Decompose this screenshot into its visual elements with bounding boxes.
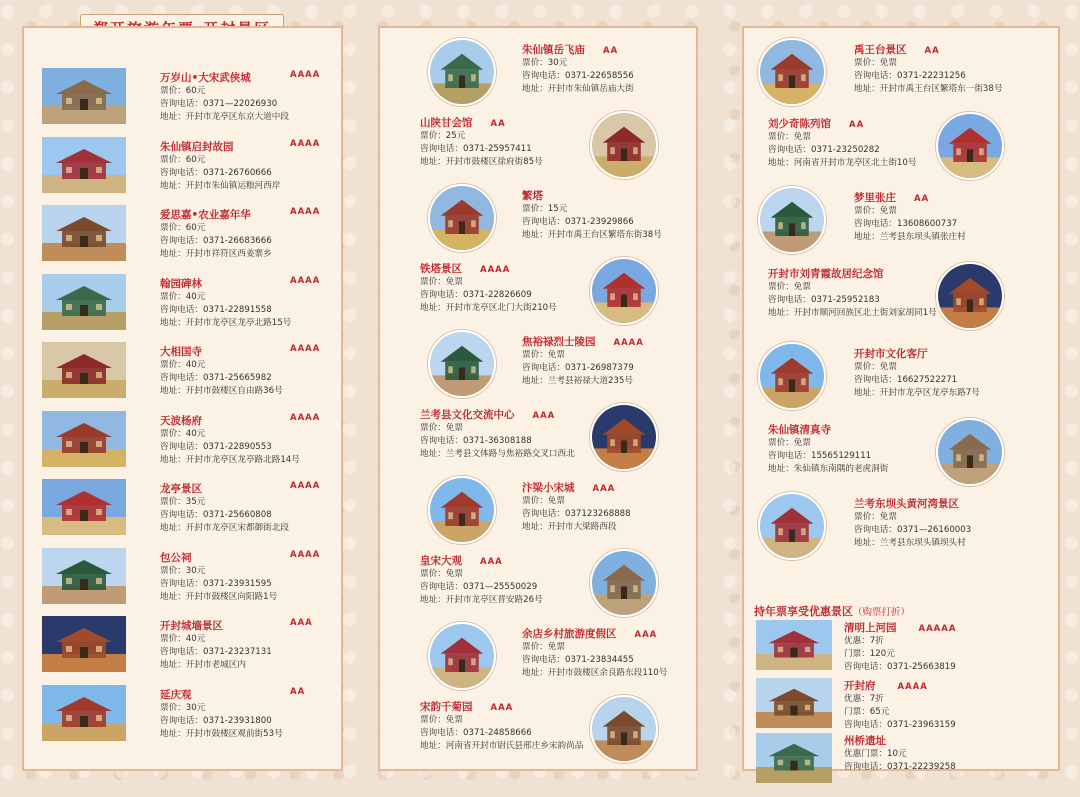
price-line: 票价：免票 [522,350,565,360]
attraction-photo [590,549,658,617]
phone-line: 咨询电话：0371-25660808 [160,510,272,520]
attraction-name: 万岁山•大宋武侠城 [160,72,251,84]
price-line: 票价：60元 [160,154,206,165]
attraction-name: 爱思嘉•农业嘉年华 [160,209,251,221]
grade-badge: AA [490,119,506,129]
attraction-photo [42,68,126,124]
attraction-name: 兰考东坝头黄河湾景区 [854,498,959,510]
attraction-photo [42,411,126,467]
attraction-photo [590,695,658,763]
address-line: 地址：兰考县裕禄大道235号 [522,376,633,386]
address-line: 地址：开封市龙亭区龙亭路北路14号 [160,454,300,465]
address-line: 地址：兰考县东坝头镇张庄村 [854,232,966,242]
attraction-name: 延庆观 [160,688,192,701]
price-line: 票价：25元 [420,131,466,141]
attraction-photo [428,622,496,690]
attraction-photo [758,342,826,410]
grade-badge: AAAA [290,344,321,354]
address-line: 地址：河南省开封市尉氏县邢庄乡宋韵尚品 [420,741,584,751]
phone-line: 咨询电话：0371—26160003 [854,525,972,535]
attraction-entry [24,616,345,680]
phone-line: 咨询电话：0371-23929866 [522,217,634,227]
attraction-name: 开封市文化客厅 [854,348,928,360]
address-line: 地址：开封市祥符区西姜寨乡 [160,249,272,259]
attraction-entry [380,401,700,473]
phone-line: 咨询电话：16627522271 [854,375,958,385]
attraction-entry [380,109,700,181]
price-line: 票价：40元 [160,428,206,439]
discount-line: 优惠：7折 [844,694,884,704]
attraction-entry [380,255,700,327]
phone-line: 咨询电话：0371-25952183 [768,295,880,305]
attraction-name: 山陕甘会馆 AA [420,117,506,129]
address-line: 地址：开封市龙亭区北门大街210号 [420,303,557,313]
phone-line: 咨询电话：0371-23931800 [160,715,272,726]
address-line: 地址：开封市鼓楼区观前街53号 [160,728,283,739]
address-line: 地址：开封市朱仙镇岳庙大街 [522,84,634,94]
price-line: 票价：免票 [420,277,463,287]
attraction-photo [42,685,126,741]
attraction-name: 开封市刘青霞故居纪念馆 [768,268,884,280]
price-line: 票价：30元 [160,702,206,713]
phone-line: 咨询电话：0371-22826609 [420,290,532,300]
price-line: 票价：免票 [768,132,811,142]
address-line: 地址：开封市大梁路西段 [522,522,617,532]
grade-badge: AAA [592,484,616,494]
attraction-name: 皇宋大观 AAA [420,555,503,567]
address-line: 地址：开封市龙亭区晋安路26号 [420,595,543,605]
attraction-entry [24,548,345,612]
phone-line: 咨询电话：0371-24858666 [420,728,532,738]
price-line: 票价：30元 [160,565,206,576]
price-line: 票价：免票 [854,58,897,68]
price-line: 票价：60元 [160,86,206,96]
grade-badge: AAAA [290,275,321,286]
attraction-photo [428,184,496,252]
attraction-name: 焦裕禄烈士陵园 AAAA [522,336,644,348]
attraction-name: 梦里张庄 AA [854,192,930,204]
phone-line: 咨询电话：0371-36308188 [420,436,532,446]
attraction-photo [42,548,126,604]
attraction-name: 翰园碑林 [160,277,202,290]
attraction-photo [756,733,832,783]
attraction-photo [428,330,496,398]
discount-title-text: 持年票享受优惠景区 [754,605,853,618]
attraction-entry [24,685,345,749]
phone-line: 咨询电话：0371-22658556 [522,71,634,81]
attraction-entry [744,416,1062,488]
attraction-entry [380,620,700,692]
grade-badge: AA [849,120,865,130]
attraction-photo [42,342,126,398]
grade-badge: AA [924,46,940,56]
price-line: 票价：30元 [522,58,568,68]
attraction-name: 朱仙镇启封故园 [160,140,234,153]
attraction-name: 开封城墙景区 [160,620,223,632]
grade-badge: AAAA [290,70,321,80]
phone-line: 咨询电话：0371-22231256 [854,71,966,81]
attraction-name: 州桥遗址 [844,735,886,747]
grade-badge: AAAA [897,682,928,692]
address-line: 地址：朱仙镇东南隅的老虎洞街 [768,464,889,474]
attraction-entry [744,260,1062,332]
address-line: 地址：兰考县东坝头镇坝头村 [854,538,966,548]
grade-badge: AAA [490,703,514,713]
grade-badge: AAAA [290,207,321,217]
phone-line: 咨询电话：0371-23931595 [160,578,272,589]
attraction-entry [744,110,1062,182]
grade-badge: AAA [480,557,503,567]
phone-line: 咨询电话：15565129111 [768,451,872,461]
price-line: 票价：免票 [420,715,463,725]
attraction-photo [42,274,126,330]
attraction-name: 汴梁小宋城 AAA [522,482,616,494]
discount-entry [744,678,1062,732]
attraction-name: 铁塔景区 AAAA [420,263,511,275]
attraction-name: 繁塔 [522,190,543,202]
attraction-photo [590,257,658,325]
attraction-entry [380,182,700,254]
panel-middle [378,26,698,771]
price-line: 票价：40元 [160,360,206,370]
attraction-name: 宋韵千菊园 AAA [420,701,514,713]
grade-badge: AA [290,686,306,697]
attraction-photo [936,418,1004,486]
price-line: 票价：40元 [160,291,206,302]
address-line: 地址：兰考县文体路与焦裕路交叉口西北 [420,449,575,459]
attraction-photo [756,620,832,670]
phone-line: 咨询电话：0371-26987379 [522,363,634,373]
attraction-name: 兰考县文化交流中心 AAA [420,409,556,421]
attraction-name: 大相国寺 [160,346,202,358]
attraction-entry [380,547,700,619]
attraction-photo [42,137,126,193]
attraction-photo [758,38,826,106]
attraction-entry [380,474,700,546]
attraction-photo [758,492,826,560]
panel-left [22,26,343,771]
phone-line: 咨询电话：0371-23834455 [522,655,634,665]
attraction-entry [24,205,345,269]
address-line: 地址：开封市禹王台区繁塔东一街38号 [854,84,1003,94]
phone-line: 咨询电话：0371-22891558 [160,304,272,315]
address-line: 地址：开封市顺河回族区北土街刘家胡同1号 [768,308,937,318]
address-line: 地址：开封市龙亭区宋都御街北段 [160,523,289,533]
price-line: 票价：免票 [854,512,897,522]
attraction-entry [380,693,700,765]
grade-badge: AAAA [480,265,511,275]
phone-line: 咨询电话：0371—25550029 [420,582,538,592]
address-line: 地址：开封市鼓楼区向阳路1号 [160,591,278,602]
grade-badge: AAA [290,618,313,628]
grade-badge: AAA [532,411,556,421]
phone-line: 咨询电话：0371—22026930 [160,99,278,109]
attraction-entry [24,274,345,338]
price-line: 票价：40元 [160,634,206,644]
attraction-photo [428,38,496,106]
attraction-photo [590,403,658,471]
attraction-photo [936,112,1004,180]
panel-right [742,26,1060,771]
price-line: 票价：免票 [522,642,565,652]
phone-line: 咨询电话：0371-23963159 [844,720,956,730]
attraction-photo [590,111,658,179]
attraction-entry [24,411,345,475]
attraction-photo [936,262,1004,330]
discount-entry [744,620,1062,674]
address-line: 地址：开封市禹王台区繁塔东街38号 [522,230,662,240]
price-line: 票价：免票 [854,206,897,216]
price-line: 票价：60元 [160,223,206,233]
grade-badge: AAAA [290,481,321,491]
address-line: 地址：开封市龙亭区龙亭北路15号 [160,317,292,328]
attraction-entry [380,36,700,108]
attraction-name: 刘少奇陈列馆 AA [768,118,865,130]
grade-badge: AAAA [290,549,321,560]
price-line: 票价：免票 [854,362,897,372]
attraction-entry [24,342,345,406]
attraction-name: 禹王台景区 AA [854,44,940,56]
attraction-name: 龙亭景区 [160,483,202,495]
attraction-photo [42,616,126,672]
phone-line: 咨询电话：0371-26683666 [160,236,272,246]
attraction-name: 包公祠 [160,551,192,564]
grade-badge: AAA [634,630,658,640]
discount-entry [744,733,1062,787]
attraction-photo [758,186,826,254]
phone-line: 咨询电话：0371-22239258 [844,762,956,772]
address-line: 地址：开封市鼓楼区徐府街85号 [420,157,543,167]
attraction-entry [24,68,345,132]
attraction-name: 开封府 AAAA [844,680,928,692]
phone-line: 咨询电话：0371-26760666 [160,167,272,178]
attraction-name: 清明上河园 AAAAA [844,622,957,634]
phone-line: 咨询电话：0371-23250282 [768,145,880,155]
attraction-entry [24,137,345,201]
attraction-name: 朱仙镇岳飞庙 AA [522,44,619,56]
discount-section-title [754,603,910,619]
grade-badge: AA [914,194,930,204]
ticket-line: 门票：120元 [844,649,895,659]
grade-badge: AAAAA [918,624,957,634]
price-line: 票价：免票 [420,423,463,433]
price-line: 票价：免票 [420,569,463,579]
address-line: 地址：开封市龙亭区龙亭东路7号 [854,388,980,398]
attraction-entry [380,328,700,400]
price-line: 票价：35元 [160,497,206,507]
price-line: 票价：免票 [768,282,811,292]
phone-line: 咨询电话：0371-25665982 [160,373,272,383]
attraction-name: 天波杨府 [160,414,202,427]
phone-line: 咨询电话：0371-25957411 [420,144,532,154]
discount-subtitle: （购票打折） [853,607,911,618]
address-line: 地址：开封市龙亭区东京大道中段 [160,112,289,122]
discount-line: 优惠：7折 [844,636,884,646]
attraction-entry [744,36,1062,108]
attraction-entry [744,490,1062,562]
grade-badge: AAAA [290,412,321,423]
phone-line: 咨询电话：037123268888 [522,509,631,519]
discount-ticket-line: 优惠门票：10元 [844,749,907,759]
price-line: 票价：免票 [522,496,565,506]
grade-badge: AAAA [290,138,321,149]
address-line: 地址：开封市鼓楼区自由路36号 [160,386,283,396]
attraction-photo [42,479,126,535]
attraction-photo [42,205,126,261]
phone-line: 咨询电话：13608600737 [854,219,958,229]
price-line: 票价：15元 [522,204,568,214]
address-line: 地址：河南省开封市龙亭区北土街10号 [768,158,917,168]
address-line: 地址：开封市朱仙镇运粮河西岸 [160,180,281,191]
phone-line: 咨询电话：0371-23237131 [160,647,272,657]
attraction-entry [744,184,1062,256]
attraction-photo [428,476,496,544]
attraction-entry [744,340,1062,412]
address-line: 地址：开封市老城区内 [160,660,246,670]
attraction-name: 朱仙镇清真寺 [768,424,831,436]
attraction-name: 余店乡村旅游度假区 AAA [522,628,658,640]
attraction-photo [756,678,832,728]
price-line: 票价：免票 [768,438,811,448]
grade-badge: AA [603,46,619,56]
attraction-entry [24,479,345,543]
phone-line: 咨询电话：0371-25663819 [844,662,956,672]
grade-badge: AAAA [613,338,644,348]
phone-line: 咨询电话：0371-22890553 [160,441,272,452]
ticket-line: 门票：65元 [844,707,890,717]
address-line: 地址：开封市鼓楼区余良路东段110号 [522,668,668,678]
